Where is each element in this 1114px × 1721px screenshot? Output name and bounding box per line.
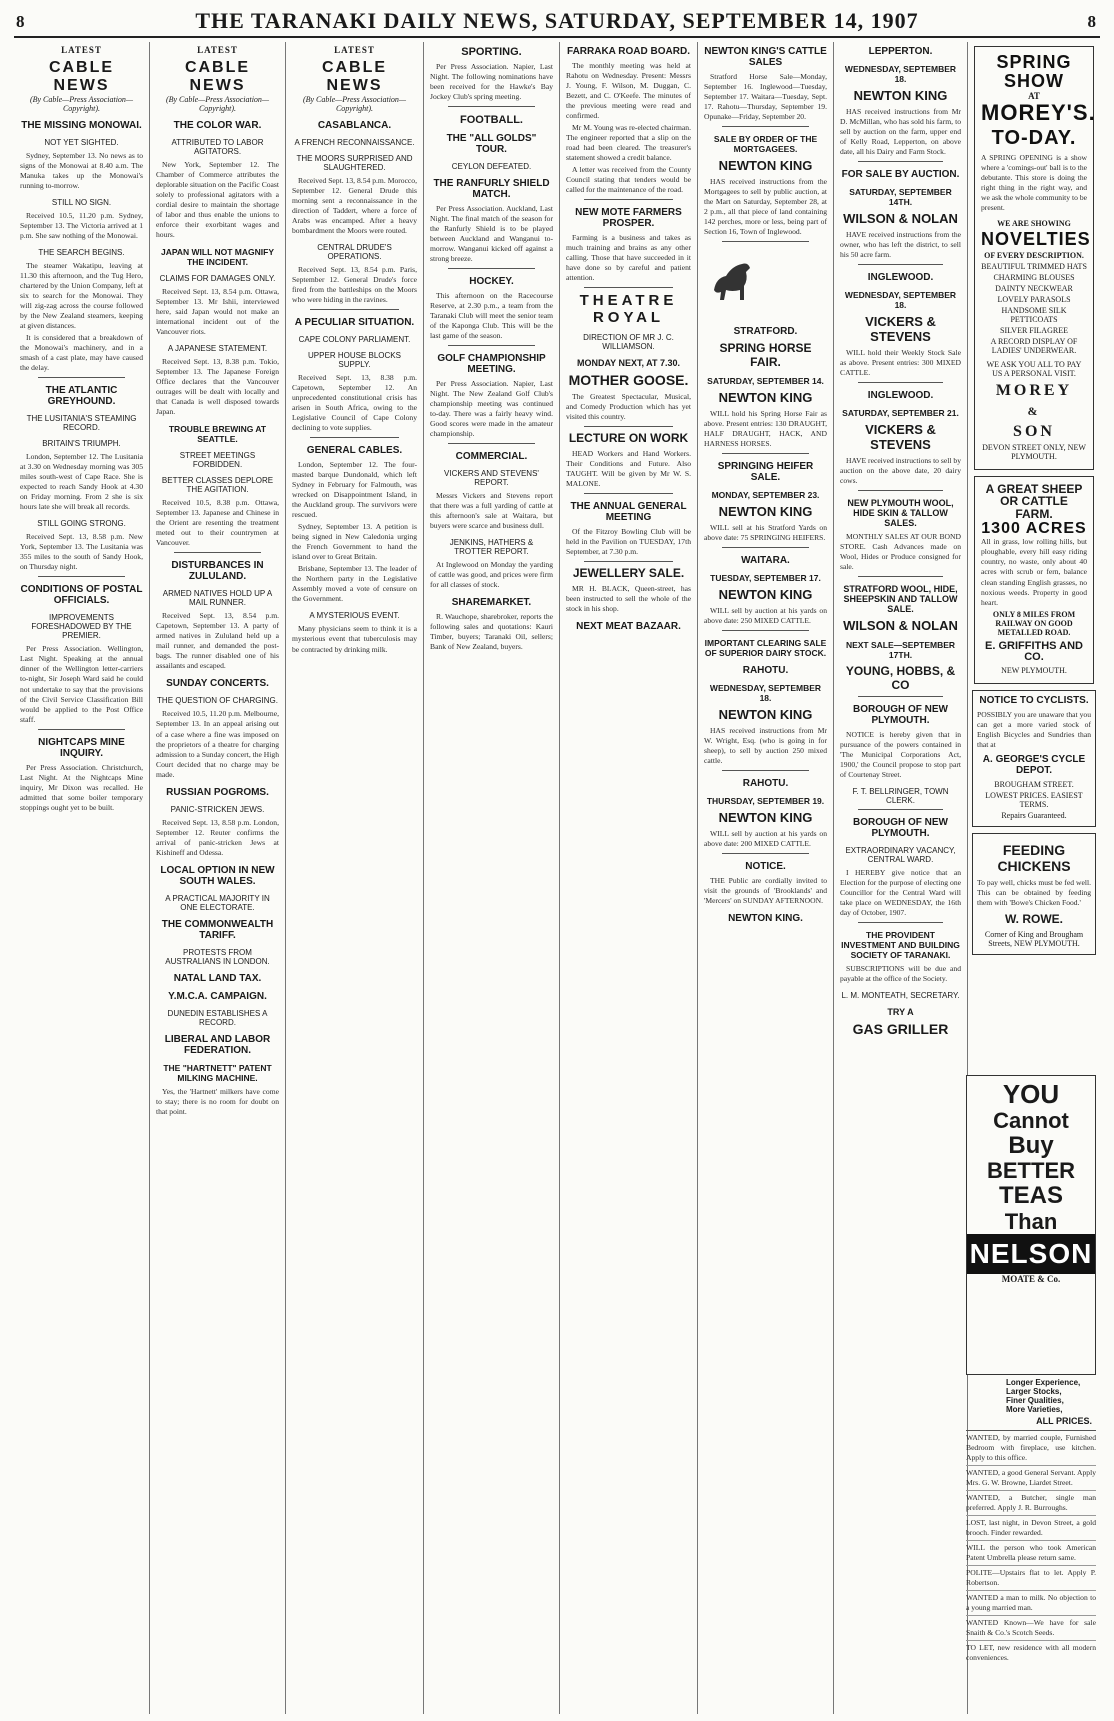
ad-item: CHARMING BLOUSES: [993, 272, 1075, 282]
farm-title: A GREAT SHEEP OR CATTLE FARM.: [985, 481, 1083, 522]
story-paragraph: Received Sept. 13, 8.54 p.m. Capetown, September 13. A party of armed natives in Zululand held up a mail runner, and demanded the post-bags. The runner disabled one of his assailants and escaped.: [156, 611, 279, 671]
farm-paragraph: All in grass, low rolling hills, but ploughable, every hill easy riding country, no waste, only about 40 acres with scrub or fern, balance clean standing English grasses, no noxious weeds. Property in good heart.: [981, 537, 1087, 607]
column-label: LATEST: [334, 45, 375, 55]
story-paragraph: The Greatest Spectacular, Musical, and Comedy Production which has yet visited this country.: [566, 392, 691, 422]
farm-agent: E. GRIFFITHS AND CO.: [985, 639, 1083, 664]
divider: [722, 770, 809, 771]
ad-item: LOVELY PARASOLS: [997, 294, 1071, 304]
column-6: [698, 42, 834, 1714]
story-heading: NATAL LAND TAX.: [173, 972, 262, 984]
feeding-chickens-advert: [972, 833, 1096, 955]
story-paragraph: WILL sell at his Stratford Yards on above date: 75 SPRINGING HEIFERS.: [704, 523, 827, 543]
tea-cannot: Cannot: [993, 1107, 1069, 1133]
story-heading: THE ANNUAL GENERAL MEETING: [570, 501, 687, 524]
story-paragraph: Brisbane, September 13. The leader of the Northern party in the Legislative Assembly moved a vote of censure on the Government.: [292, 564, 417, 604]
ad-store-name: MOREY'S.: [981, 99, 1096, 125]
story-paragraph: HEAD Workers and Hand Workers. Their Conditions and Future. Also TAUGHT. Will be given by Mr W. S. MALONE.: [566, 449, 691, 489]
divider: [858, 696, 943, 697]
cyclists-paragraph: POSSIBLY you are unaware that you can get a more varied stock of English Bicycles and Sundries than that at: [977, 709, 1091, 749]
horse-icon: [704, 250, 764, 310]
story-paragraph: Many physicians seem to think it is a mysterious event that tuberculosis may be contracted by drinking milk.: [292, 624, 417, 654]
ad-novelties: NOVELTIES: [981, 228, 1091, 249]
theatre-show: MOTHER GOOSE.: [568, 372, 689, 389]
feeding-address: Corner of King and Brougham Streets, NEW PLYMOUTH.: [984, 929, 1084, 948]
story-paragraph: R. Wauchope, sharebroker, reports the following sales and quotations: Kauri Timber, buyers; Taranaki Oil, sellers; Bank of New Zealand, buyers.: [430, 612, 553, 652]
story-subheading: CLAIMS FOR DAMAGES ONLY.: [159, 274, 276, 284]
ad-signature-amp: &: [1027, 403, 1041, 418]
story-heading: INGLEWOOD.: [867, 272, 934, 284]
story-paragraph: Received Sept. 13, 8.54 p.m. Ottawa, September 13. Mr Ishii, interviewed here, said Japan would not make an international incident out of the Vancouver riots.: [156, 287, 279, 337]
divider: [38, 729, 125, 730]
story-paragraph: WILL hold his Spring Horse Fair as above. Present entries: 130 DRAUGHT, HALF DRAUGHT, HACK, AND HARNESS HORSES.: [704, 409, 827, 449]
auctioneer-name: WILSON & NOLAN: [843, 618, 958, 634]
divider: [584, 287, 673, 288]
ad-item: A RECORD DISPLAY OF LADIES' UNDERWEAR.: [990, 336, 1078, 355]
auctioneer-name: NEWTON KING: [718, 504, 813, 520]
story-subheading: PANIC-STRICKEN JEWS.: [170, 804, 265, 814]
auctioneer-name: VICKERS & STEVENS: [865, 422, 936, 453]
cycle-depot-name: A. GEORGE'S CYCLE DEPOT.: [982, 753, 1086, 776]
story-subheading: THE QUESTION OF CHARGING.: [157, 696, 278, 706]
story-subheading: STILL NO SIGN.: [51, 198, 112, 208]
nelson-sub: MOATE & Co.: [1001, 1273, 1061, 1284]
story-heading: NEW MOTE FARMERS PROSPER.: [575, 207, 682, 230]
sale-date: SATURDAY, SEPTEMBER 21.: [842, 408, 959, 419]
story-heading: NIGHTCAPS MINE INQUIRY.: [38, 736, 125, 759]
story-paragraph: Per Press Association. Auckland, Last Night. The final match of the season for the Ranfurly Shield is to be played between Auckland and Wanganui to-morrow. Wanganui kicked off against a strong breeze.: [430, 204, 553, 264]
ad-showing: WE ARE SHOWING: [997, 218, 1071, 228]
story-subheading: BRITAIN'S TRIUMPH.: [42, 439, 121, 449]
story-paragraph: Messrs Vickers and Stevens report that there was a full yarding of cattle at this afternoon's sale at Waitara, but buyers were scarce and business dull.: [430, 491, 553, 531]
column-2: [150, 42, 286, 1714]
story-subheading: NEXT SALE—SEPTEMBER 17TH.: [845, 640, 956, 661]
story-paragraph: Yes, the 'Hartnett' milkers have come to stay; there is no room for doubt on that point.: [156, 1086, 279, 1116]
story-paragraph: THE Public are cordially invited to visit the grounds of 'Brooklands' and 'Mercers' on SUNDAY AFTERNOON.: [704, 876, 827, 906]
story-subheading: PROTESTS FROM AUSTRALIANS IN LONDON.: [165, 947, 270, 966]
lecture-heading: LECTURE ON WORK: [568, 431, 689, 446]
newspaper-title: THE TARANAKI DAILY NEWS, SATURDAY, SEPTEMBER 14, 1907: [195, 8, 919, 33]
story-paragraph: Per Press Association. Christchurch, Last Night. At the Nightcaps Mine inquiry, Mr Dixon was recalled. He admitted that some boiler temporary stoppings ought yet to be built.: [20, 762, 143, 812]
divider: [858, 576, 943, 577]
story-subheading: A MYSTERIOUS EVENT.: [309, 611, 400, 621]
sale-date: WEDNESDAY, SEPTEMBER 18.: [709, 683, 822, 704]
divider: [722, 547, 809, 548]
story-paragraph: At Inglewood on Monday the yarding of cattle was good, and prices were firm for all classes of stock.: [430, 560, 553, 590]
auctioneer-name: VICKERS & STEVENS: [865, 314, 936, 345]
story-subheading: THE SEARCH BEGINS.: [38, 248, 125, 258]
classified-ad: WANTED, a Butcher, single man preferred. Apply J. R. Burroughs.: [966, 1493, 1096, 1516]
column-label: LATEST: [61, 45, 102, 55]
story-heading: FOR SALE BY AUCTION.: [841, 169, 960, 181]
story-paragraph: I HEREBY give notice that an Election for the purpose of electing one Councillor for the Central Ward will take place on WEDNESDAY, the 16th day of October, 1907.: [840, 868, 961, 918]
auctioneer-name: NEWTON KING: [718, 390, 813, 406]
divider: [448, 345, 535, 346]
story-subheading: ARMED NATIVES HOLD UP A MAIL RUNNER.: [162, 589, 273, 608]
ad-title: SPRING SHOW: [996, 52, 1072, 91]
story-paragraph: Received Sept. 13, 8.38 p.m. Capetown, September 12. An unprecedented constitutional crisis has arisen in South Africa, owing to the Legislative Council of Cape Colony declining to vote supplies.: [292, 373, 417, 433]
divider: [858, 382, 943, 383]
notice-signature: NEWTON KING.: [728, 913, 803, 925]
story-paragraph: Of the Fitzroy Bowling Club will be held in the Pavilion on TUESDAY, 17th September, at 7.30 p.m.: [566, 527, 691, 557]
story-paragraph: A letter was received from the County Council stating that tenders would be called for the maintenance of the road.: [566, 165, 691, 195]
tea-you: YOU: [1002, 1079, 1060, 1109]
divider: [584, 493, 673, 494]
story-paragraph: Per Press Association. Napier, Last Night. The following nominations have been received for the Hawke's Bay Jockey Club's spring meeting.: [430, 62, 553, 102]
story-paragraph: Stratford Horse Sale—Monday, September 16. Inglewood—Tuesday, September 17. Waitara—Tuesday, Sept. 17. Rahotu—Thursday, September 19. Opunake—Friday, September 20.: [704, 72, 827, 122]
divider: [858, 809, 943, 810]
story-heading: THE "HARTNETT" PATENT MILKING MACHINE.: [163, 1062, 272, 1083]
story-heading: CASABLANCA.: [317, 120, 392, 131]
story-heading: FARRAKA ROAD BOARD.: [567, 46, 690, 57]
story-heading: THE "ALL GOLDS" TOUR.: [446, 133, 537, 156]
story-paragraph: NOTICE is hereby given that in pursuance of the powers contained in 'The Municipal Corporations Act, 1900,' the Council propose to stop part of Courtenay Street.: [840, 730, 961, 780]
story-paragraph: London, September 12. The Lusitania at 3.30 on Wednesday morning was 305 miles south-west of Cape Race. She is expected to reach Sandy Hook at 4.30 on Friday morning. From 2 she is six hours late she will break all records.: [20, 452, 143, 512]
story-paragraph: The monthly meeting was held at Rahotu on Wednesday. Present: Messrs J. Young, F. Wilson, M. Duggan, C. Bezett, and C. O'Keefe. The minutes of the previous meeting were read and confirmed.: [566, 61, 691, 121]
divider: [310, 309, 399, 310]
story-subheading: UPPER HOUSE BLOCKS SUPPLY.: [308, 351, 401, 370]
ad-item: BEAUTIFUL TRIMMED HATS: [981, 261, 1087, 271]
story-paragraph: Sydney, September 13. No news as to signs of the Monowai at 8.40 a.m. The Manuka takes up the Monowai's running to-morrow.: [20, 151, 143, 191]
story-paragraph: WILL sell by auction at his yards on above date: 200 MIXED CATTLE.: [704, 829, 827, 849]
story-heading: NOTICE.: [745, 861, 786, 873]
column-heading: CABLE NEWS: [184, 59, 251, 94]
farm-rail: ONLY 8 MILES FROM RAILWAY ON GOOD METALLED ROAD.: [992, 609, 1076, 637]
column-heading: CABLE NEWS: [321, 59, 388, 94]
story-heading: SUNDAY CONCERTS.: [166, 678, 269, 690]
column-4: [424, 42, 560, 1714]
story-heading: LOCAL OPTION IN NEW SOUTH WALES.: [160, 864, 275, 887]
auctioneer-name: NEWTON KING: [718, 587, 813, 603]
divider: [966, 1430, 1096, 1431]
divider: [722, 630, 809, 631]
story-paragraph: MONTHLY SALES AT OUR BOND STORE. Cash Advances made on Wool, Hides or Produce consigned for sale.: [840, 532, 961, 572]
sale-date: TUESDAY, SEPTEMBER 17.: [710, 573, 821, 584]
story-heading: IMPORTANT CLEARING SALE OF SUPERIOR DAIRY STOCK.: [704, 638, 827, 659]
story-heading: GENERAL CABLES.: [306, 445, 403, 457]
story-paragraph: Received 10.5, 11.20 p.m. Sydney, September 13. The Victoria arrived at 1 p.m. She saw nothing of the Monowai.: [20, 211, 143, 241]
gas-griller-heading: GAS GRILLER: [852, 1021, 949, 1038]
story-subheading: BETTER CLASSES DEPLORE THE AGITATION.: [161, 476, 274, 495]
column-subheading: (By Cable—Press Association—Copyright).: [165, 95, 270, 113]
tea-teas: TEAS: [998, 1182, 1063, 1210]
classified-ad: WANTED a man to milk. No objection to a young married man.: [966, 1593, 1096, 1616]
classified-ad: TO LET, new residence with all modern conveniences.: [966, 1643, 1096, 1663]
notice-signature: F. T. BELLRINGER, TOWN CLERK.: [852, 787, 949, 806]
story-paragraph: SUBSCRIPTIONS will be due and payable at the office of the Society.: [840, 964, 961, 984]
ad-paragraph: A SPRING OPENING is a show where a 'comings-out' ball is to the debutante. This store is doing the right thing in the right way, and we ask the whole community to be present.: [981, 152, 1087, 212]
ad-description: OF EVERY DESCRIPTION.: [984, 250, 1084, 260]
story-subheading: VICKERS AND STEVENS' REPORT.: [444, 469, 539, 488]
cyclists-title: NOTICE TO CYCLISTS.: [979, 694, 1089, 706]
story-heading: THE RANFURLY SHIELD MATCH.: [433, 178, 550, 201]
story-subheading: A JAPANESE STATEMENT.: [167, 344, 268, 354]
column-subheading: (By Cable—Press Association—Copyright).: [302, 95, 407, 113]
story-subheading: EXTRAORDINARY VACANCY, CENTRAL WARD.: [845, 846, 956, 865]
classified-ad: WANTED Known—We have for sale Snaith & Co.'s Scotch Seeds.: [966, 1618, 1096, 1641]
classified-ad: LOST, last night, in Devon Street, a gold brooch. Finder rewarded.: [966, 1518, 1096, 1541]
column-3: [286, 42, 424, 1714]
story-heading: RAHOTU.: [742, 778, 789, 790]
ad-item: HANDSOME SILK PETTICOATS: [1001, 305, 1067, 324]
divider: [584, 561, 673, 562]
story-paragraph: The steamer Wakatipu, leaving at 11.30 this afternoon, and the Tug Hero, chartered by the Union Company, left at six to search for the Monowai. They will zig-zag across the course followed by the New Zealand steamers, keeping at given distances.: [20, 261, 143, 331]
story-paragraph: Per Press Association. Napier, Last Night. The New Zealand Golf Club's championship meeting was continued to-day. There was a fairly heavy wind. Good scores were made in the amateur championship.: [430, 379, 553, 439]
column-5: [560, 42, 698, 1714]
story-subheading: CEYLON DEFEATED.: [451, 162, 532, 172]
story-subheading: A FRENCH RECONNAISSANCE.: [294, 138, 415, 147]
ad-item: SILVER FILAGREE: [1000, 325, 1068, 335]
story-paragraph: Mr M. Young was re-elected chairman. The engineer reported that a slip on the road had been cleared. The treasurer's statement showed a credit balance.: [566, 123, 691, 163]
story-heading: A PECULIAR SITUATION.: [294, 317, 415, 329]
sale-date: WEDNESDAY, SEPTEMBER 18.: [844, 290, 957, 311]
classified-ad: WILL the person who took American Patent Umbrella please return same.: [966, 1543, 1096, 1566]
cyclists-notice: [972, 690, 1096, 827]
nelson-line: More Varieties,: [1006, 1405, 1063, 1414]
notice-signature: L. M. MONTEATH, SECRETARY.: [841, 991, 960, 1001]
auctioneer-name: YOUNG, HOBBS, & CO: [845, 664, 956, 693]
cycle-depot-prices: LOWEST PRICES. EASIEST TERMS.: [985, 790, 1083, 809]
theatre-direction: DIRECTION OF MR J. C. WILLIAMSON.: [583, 333, 674, 352]
theatre-date: MONDAY NEXT, AT 7.30.: [576, 358, 681, 369]
story-heading: JAPAN WILL NOT MAGNIFY THE INCIDENT.: [160, 247, 274, 268]
nelson-logo: NELSON: [967, 1234, 1095, 1274]
feeding-name: W. ROWE.: [1005, 911, 1063, 926]
story-paragraph: HAS received instructions from the Mortgagees to sell by public auction, at the Mart on Saturday, September 28, at 2 p.m., all that piece of land containing 142 perches, more or less, being part of Section 16, Town of Inglewood.: [704, 177, 827, 237]
divider: [722, 241, 809, 242]
page-number-right: 8: [1087, 12, 1096, 31]
story-heading: Y.M.C.A. CAMPAIGN.: [168, 990, 267, 1002]
story-heading: STRATFORD WOOL, HIDE, SHEEPSKIN AND TALLOW SALE.: [843, 584, 958, 615]
classifieds: [966, 1378, 1096, 1708]
story-paragraph: Received Sept. 13, 8.58 p.m. London, September 12. Reuter confirms the arrival of panic-stricken Jews at Kishineff and Odessa.: [156, 817, 279, 857]
story-subheading: A PRACTICAL MAJORITY IN ONE ELECTORATE.: [165, 893, 270, 912]
story-subheading: RAHOTU.: [742, 665, 789, 677]
nelson-line: Finer Qualities,: [1006, 1396, 1064, 1405]
story-heading: FOOTBALL.: [460, 114, 523, 127]
cycle-depot-repairs: Repairs Guaranteed.: [1001, 810, 1067, 820]
story-paragraph: Sydney, September 13. A petition is being signed in New Caledonia urging the French Government to hand the island over to Great Britain.: [292, 522, 417, 562]
column-1: [14, 42, 150, 1714]
auctioneer-name: NEWTON KING: [718, 707, 813, 723]
divider: [858, 264, 943, 265]
story-heading: THE ATLANTIC GREYHOUND.: [45, 385, 118, 408]
auctioneer-name: NEWTON KING: [718, 810, 813, 826]
page-number-left: 8: [16, 12, 25, 31]
story-paragraph: Received Sept. 13, 8.58 p.m. New York, September 13. The Lusitania was 355 miles to the south of Sandy Hook, on Thursday night.: [20, 532, 143, 572]
divider: [174, 552, 261, 553]
story-heading: NEW PLYMOUTH WOOL, HIDE SKIN & TALLOW SALES.: [847, 498, 954, 529]
divider: [858, 490, 943, 491]
story-paragraph: London, September 12. The four-masted barque Dundonald, which left Sydney in February for Falmouth, was wrecked on Disappointment Island, in the Auckland group. The survivors were rescued.: [292, 460, 417, 520]
story-paragraph: New York, September 12. The Chamber of Commerce attributes the deplorable situation on the Pacific Coast solely to professional agitators with a cordial desire to maintain the shortage of labor and thus enable the unions to enforce their exorbitant wages and hours.: [156, 160, 279, 240]
story-heading: CONDITIONS OF POSTAL OFFICIALS.: [20, 584, 143, 607]
divider: [584, 199, 673, 200]
story-heading: STRATFORD.: [733, 326, 798, 338]
feeding-paragraph: To pay well, chicks must be fed well. This can be obtained by feeding them with 'Bowe's Chicken Food.': [977, 877, 1091, 907]
divider: [858, 922, 943, 923]
farm-advert: [974, 476, 1094, 684]
story-heading: DISTURBANCES IN ZULULAND.: [171, 560, 264, 583]
gas-griller-label: TRY A: [887, 1007, 914, 1018]
story-heading: THE PROVIDENT INVESTMENT AND BUILDING SOCIETY OF TARANAKI.: [841, 930, 960, 961]
tea-than: Than: [1004, 1208, 1058, 1234]
auctioneer-name: NEWTON KING: [718, 158, 813, 174]
jewellery-heading: JEWELLERY SALE.: [572, 566, 685, 581]
auctioneer-name: WILSON & NOLAN: [843, 211, 958, 227]
morey-advert: [974, 46, 1094, 470]
tea-buy: Buy: [1008, 1131, 1054, 1159]
story-subheading: IMPROVEMENTS FORESHADOWED BY THE PREMIER.: [31, 613, 132, 641]
story-paragraph: This afternoon on the Racecourse Reserve, at 2.30 p.m., a team from the Taranaki Club will meet the senior team of the Kaponga Club. This will be the last game of the season.: [430, 291, 553, 341]
ad-address: DEVON STREET ONLY, NEW PLYMOUTH.: [982, 442, 1086, 461]
story-subheading: JENKINS, HATHERS & TROTTER REPORT.: [449, 538, 534, 557]
ad-signature: MOREY: [995, 381, 1073, 399]
ad-at: AT: [1028, 90, 1040, 101]
divider: [448, 443, 535, 444]
story-paragraph: Received Sept. 13, 8.54 p.m. Paris, September 12. General Drude's force fired from the battleships on the Moors who were hiding in the ravines.: [292, 265, 417, 305]
ad-day: TO-DAY.: [991, 126, 1077, 149]
sale-date: MONDAY, SEPTEMBER 23.: [711, 490, 820, 501]
column-heading: CABLE NEWS: [48, 59, 115, 94]
nelson-line: Longer Experience,: [1006, 1378, 1081, 1387]
story-subheading: STILL GOING STRONG.: [37, 519, 126, 529]
story-paragraph: WILL hold their Weekly Stock Sale as above. Present entries: 300 MIXED CATTLE.: [840, 348, 961, 378]
nelson-all-prices: ALL PRICES.: [1036, 1416, 1092, 1426]
story-subheading: CENTRAL DRUDE'S OPERATIONS.: [317, 243, 392, 262]
story-paragraph: Received 10.5, 11.20 p.m. Melbourne, September 13. In an appeal arising out of a case where a fine was imposed on the proprietors of a theatre for charging admission to a Sunday concert, the High Court decided that no charge may be made.: [156, 709, 279, 779]
story-heading: LEPPERTON.: [868, 46, 933, 57]
story-paragraph: It is considered that a breakdown of the Monowai's machinery, and in a smash of a cast plate, may have caused the delay.: [20, 333, 143, 373]
story-paragraph: Farming is a business and takes as much training and brains as any other calling. Those that have succeeded in it have done so by careful and patient attention.: [566, 233, 691, 283]
story-paragraph: HAVE received instructions from the owner, who has left the district, to sell his 50 acre farm.: [840, 230, 961, 260]
farm-address: NEW PLYMOUTH.: [1001, 665, 1067, 675]
divider: [38, 377, 125, 378]
story-paragraph: WILL sell by auction at his yards on above date: 250 MIXED CATTLE.: [704, 606, 827, 626]
story-heading: SHAREMARKET.: [451, 597, 532, 609]
story-heading: RUSSIAN POGROMS.: [166, 786, 269, 798]
feeding-title: FEEDING CHICKENS: [997, 841, 1071, 874]
story-paragraph: HAS received instructions from Mr W. Wright, Esq. (who is going in for sheep), to sell by auction 250 mixed cattle.: [704, 726, 827, 766]
story-paragraph: HAS received instructions from Mr D. McMillan, who has sold his farm, to sell by auction on the farm, upper end of Kelly Road, Lepperton, on above date, all his Dairy and Farm Stock.: [840, 107, 961, 157]
divider: [584, 426, 673, 427]
sale-date: SATURDAY, SEPTEMBER 14.: [707, 376, 824, 387]
classified-ad: WANTED, by married couple, Furnished Bedroom with fireplace, use kitchen. Apply to this office.: [966, 1433, 1096, 1466]
divider: [722, 853, 809, 854]
column-subheading: (By Cable—Press Association—Copyright).: [29, 95, 134, 113]
story-heading: HOCKEY.: [469, 276, 514, 288]
story-heading: TROUBLE BREWING AT SEATTLE.: [168, 424, 267, 445]
divider: [858, 161, 943, 162]
column-7: [834, 42, 968, 1714]
auctioneer-name: NEWTON KING: [853, 88, 948, 103]
story-heading: GOLF CHAMPIONSHIP MEETING.: [437, 353, 546, 376]
story-heading: THE COLOR WAR.: [173, 120, 262, 131]
story-paragraph: MR H. BLACK, Queen-street, has been instructed to sell the whole of the stock in his shop.: [566, 584, 691, 614]
ad-signature-son: SON: [1013, 422, 1055, 440]
nelson-line: Larger Stocks,: [1006, 1387, 1062, 1396]
classified-ad: POLITE—Upstairs flat to let. Apply P. Robertson.: [966, 1568, 1096, 1591]
story-subheading: ATTRIBUTED TO LABOR AGITATORS.: [171, 138, 264, 156]
tea-better: BETTER: [987, 1158, 1075, 1184]
story-subheading: CAPE COLONY PARLIAMENT.: [298, 335, 411, 345]
story-heading: INGLEWOOD.: [867, 390, 934, 402]
story-heading: NEWTON KING'S CATTLE SALES: [704, 46, 827, 68]
story-heading: COMMERCIAL.: [455, 451, 528, 463]
divider: [448, 268, 535, 269]
classified-ad: WANTED, a good General Servant. Apply Mrs. G. W. Browne, Liardet Street.: [966, 1468, 1096, 1491]
story-heading: SPORTING.: [461, 46, 522, 58]
divider: [722, 453, 809, 454]
story-heading: NEXT MEAT BAZAAR.: [576, 621, 681, 633]
story-subheading: THE MOORS SURPRISED AND SLAUGHTERED.: [296, 154, 413, 172]
story-subheading: STREET MEETINGS FORBIDDEN.: [179, 451, 256, 470]
story-heading: BOROUGH OF NEW PLYMOUTH.: [853, 704, 948, 727]
cycle-depot-address: BROUGHAM STREET.: [994, 779, 1074, 789]
story-heading: SALE BY ORDER OF THE MORTGAGEES.: [713, 134, 818, 155]
column-label: LATEST: [197, 45, 238, 55]
story-paragraph: Received Sept. 13, 8.54 p.m. Morocco, September 12. General Drude this morning sent a reconnaissance in the direction of Taddert, where a force of Arabs was encamped. After a heavy bombardment the Moors were routed.: [292, 176, 417, 236]
sale-date: WEDNESDAY, SEPTEMBER 18.: [844, 64, 957, 84]
divider: [722, 126, 809, 127]
story-heading: THE MISSING MONOWAI.: [21, 120, 142, 131]
divider: [310, 437, 399, 438]
ad-item: DAINTY NECKWEAR: [995, 283, 1073, 293]
story-subheading: NOT YET SIGHTED.: [44, 138, 119, 147]
story-paragraph: Received Sept. 13, 8.38 p.m. Tokio, September 13. The Japanese Foreign Office declares that the Vancouver outrages will be dealt with locally and that Canada is well disposed towards Japan.: [156, 357, 279, 417]
theatre-heading: THEATRE ROYAL: [579, 292, 678, 327]
farm-acres: 1300 ACRES: [981, 519, 1087, 537]
tea-advert: [966, 1075, 1096, 1375]
masthead: [14, 6, 1100, 38]
story-subheading: DUNEDIN ESTABLISHES A RECORD.: [167, 1008, 268, 1027]
sale-date: THURSDAY, SEPTEMBER 19.: [706, 796, 825, 807]
story-paragraph: HAVE received instructions to sell by auction on the above date, 20 dairy cows.: [840, 456, 961, 486]
story-paragraph: Per Press Association. Wellington, Last Night. Speaking at the annual dinner of the Wellington letter-carriers to-night, Sir Joseph Ward said he could not undertake to say that the provisions of the Civil Service Classification Bill would be applied to the Post Office staff.: [20, 644, 143, 724]
sale-heading: SPRING HORSE FAIR.: [719, 341, 812, 370]
story-heading: LIBERAL AND LABOR FEDERATION.: [164, 1033, 271, 1056]
story-heading: BOROUGH OF NEW PLYMOUTH.: [853, 817, 948, 840]
story-paragraph: Received 10.5, 8.38 p.m. Ottawa, September 13. Japanese and Chinese in the Orient are resenting the treatment meted out to their countrymen at Vancouver.: [156, 498, 279, 548]
story-heading: SPRINGING HEIFER SALE.: [717, 461, 814, 484]
columns: [14, 42, 1100, 1714]
divider: [448, 106, 535, 107]
story-heading: WAITARA.: [741, 555, 790, 567]
story-heading: THE COMMONWEALTH TARIFF.: [161, 918, 274, 941]
ad-ask: WE ASK YOU ALL TO PAY US A PERSONAL VISIT.: [986, 359, 1082, 378]
sale-date: SATURDAY, SEPTEMBER 14TH.: [849, 187, 952, 208]
story-subheading: THE LUSITANIA'S STEAMING RECORD.: [26, 414, 137, 433]
divider: [38, 576, 125, 577]
